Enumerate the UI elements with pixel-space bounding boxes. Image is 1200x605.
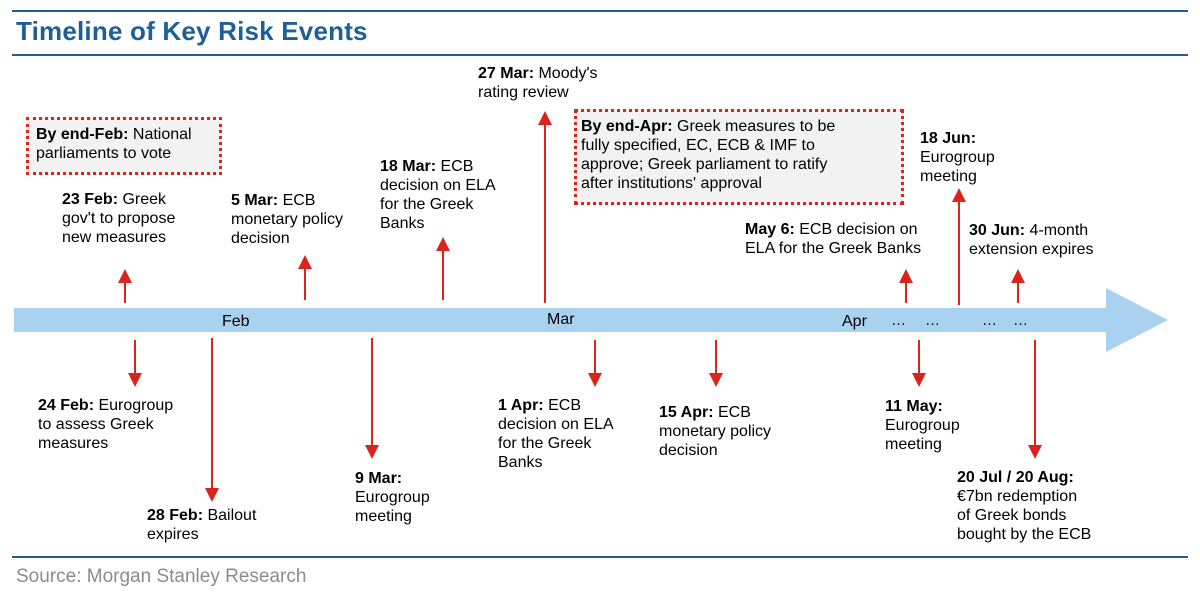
event-label-23-feb: 23 Feb: Greek gov't to propose new measures xyxy=(62,191,176,246)
event-label-15-apr: 15 Apr: ECB monetary policy decision xyxy=(659,404,772,459)
event-label-27-mar: 27 Mar: Moody's rating review xyxy=(478,65,598,101)
event-date: 18 Jun: xyxy=(920,130,977,147)
event-date: 30 Jun: xyxy=(969,222,1026,239)
event-label-may-6: May 6: ECB decision on ELA for the Greek Banks xyxy=(745,221,922,257)
box-label-end-apr: By end-Apr: Greek measures to be fully specified, EC, ECB & IMF to approve; Greek parliament to ratify after institutions' approval xyxy=(581,118,836,192)
ellipsis: … xyxy=(925,312,941,329)
ellipsis: … xyxy=(1013,312,1029,329)
event-date: 18 Mar: xyxy=(380,158,437,175)
event-date: 27 Mar: xyxy=(478,65,535,82)
event-date: 9 Mar: xyxy=(355,470,403,487)
event-date: 11 May: xyxy=(885,398,943,415)
ellipsis: … xyxy=(891,312,907,329)
month-label-apr: Apr xyxy=(842,313,867,330)
event-label-28-feb: 28 Feb: Bailout expires xyxy=(147,507,257,543)
event-date: By end-Apr: xyxy=(581,118,673,135)
event-label-5-mar: 5 Mar: ECB monetary policy decision xyxy=(231,192,344,247)
event-date: 20 Jul / 20 Aug: xyxy=(957,469,1074,486)
source-note: Source: Morgan Stanley Research xyxy=(16,566,307,587)
event-label-30-jun: 30 Jun: 4-month extension expires xyxy=(969,222,1094,258)
event-label-18-mar: 18 Mar: ECB decision on ELA for the Greek Banks xyxy=(380,158,496,232)
ellipsis: … xyxy=(982,312,998,329)
event-label-1-apr: 1 Apr: ECB decision on ELA for the Greek Banks xyxy=(498,397,614,471)
page-title: Timeline of Key Risk Events xyxy=(16,16,368,46)
event-label-24-feb: 24 Feb: Eurogroup to assess Greek measures xyxy=(38,397,174,452)
event-date: 24 Feb: xyxy=(38,397,95,414)
box-label-end-feb: By end-Feb: National parliaments to vote xyxy=(36,126,192,162)
event-label-18-jun: 18 Jun: Eurogroup meeting xyxy=(920,130,995,185)
event-date: 28 Feb: xyxy=(147,507,204,524)
event-label-20-jul-20-aug: 20 Jul / 20 Aug: €7bn redemption of Greek bonds bought by the ECB xyxy=(957,469,1092,543)
month-label-feb: Feb xyxy=(222,313,250,330)
event-date: 1 Apr: xyxy=(498,397,544,414)
event-label-9-mar: 9 Mar: Eurogroup meeting xyxy=(355,470,430,525)
event-date: 5 Mar: xyxy=(231,192,279,209)
footer-rule xyxy=(12,556,1188,558)
event-label-11-may: 11 May: Eurogroup meeting xyxy=(885,398,960,453)
event-date: 15 Apr: xyxy=(659,404,714,421)
event-date: 23 Feb: xyxy=(62,191,119,208)
event-date: By end-Feb: xyxy=(36,126,129,143)
month-label-mar: Mar xyxy=(547,311,575,328)
event-date: May 6: xyxy=(745,221,795,238)
